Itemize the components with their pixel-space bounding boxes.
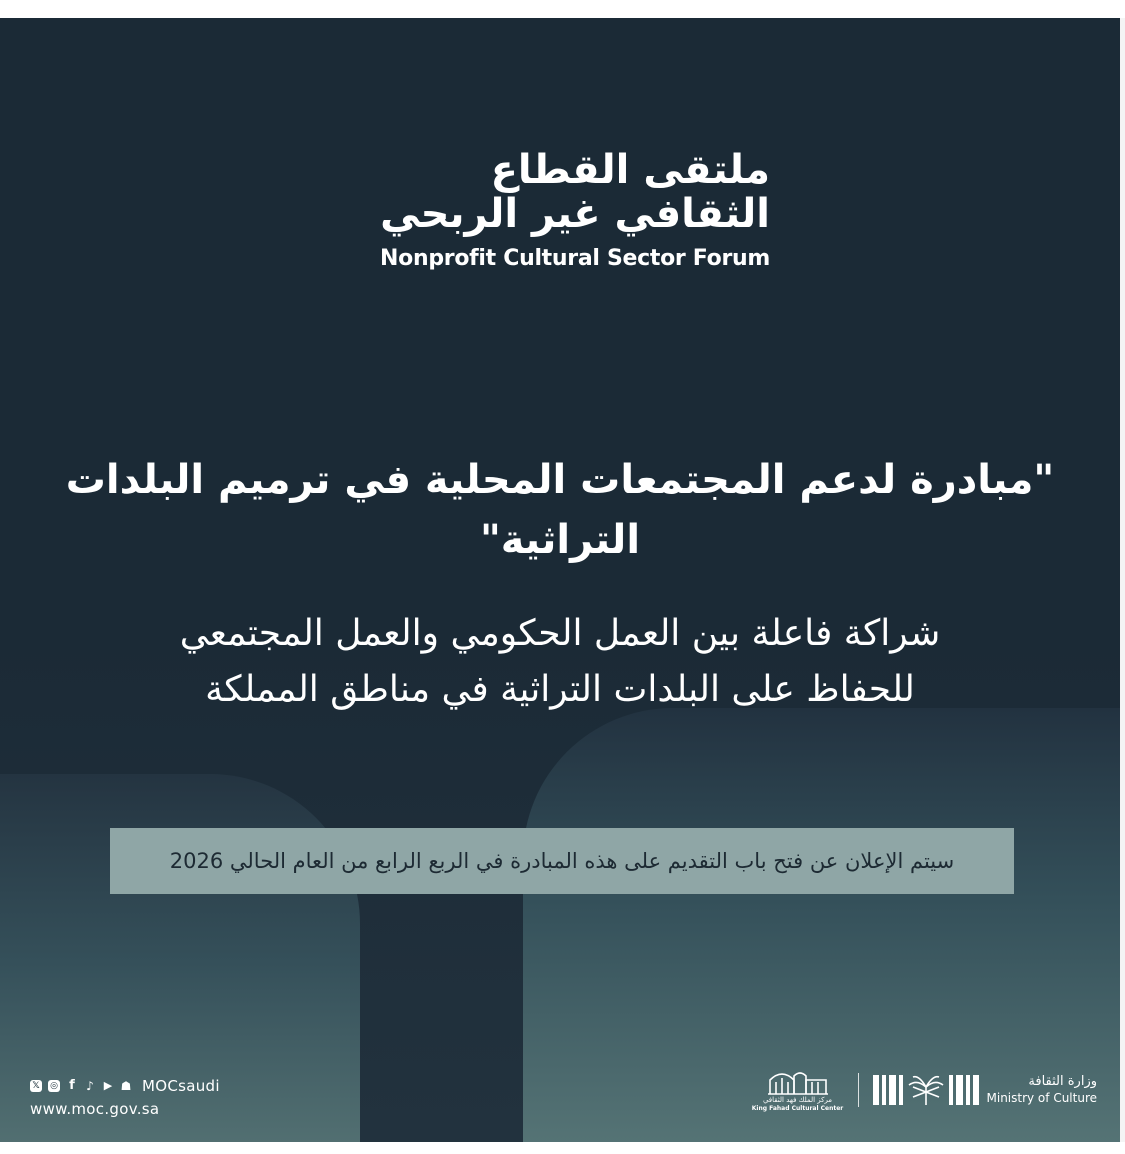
youtube-icon[interactable]: ▶ bbox=[103, 1079, 113, 1092]
moc-english-name: Ministry of Culture bbox=[986, 1090, 1097, 1105]
kfcc-english-name: King Fahad Cultural Center bbox=[751, 1105, 844, 1112]
announcement-notice-bar bbox=[110, 828, 1014, 894]
announcement-poster bbox=[0, 18, 1125, 1142]
moc-arabic-name: وزارة الثقافة bbox=[1028, 1073, 1097, 1089]
tiktok-icon[interactable]: ♪ bbox=[86, 1079, 94, 1093]
x-icon[interactable]: 𝕏 bbox=[30, 1080, 42, 1092]
kfcc-arabic-name: مركز الملك فهد الثقافي bbox=[762, 1096, 833, 1104]
moc-name bbox=[987, 1074, 1098, 1106]
kfcc-logo bbox=[752, 1066, 844, 1113]
social-handle[interactable]: MOCsaudi bbox=[142, 1077, 220, 1095]
facebook-icon[interactable]: f bbox=[69, 1078, 75, 1093]
forum-logo bbox=[330, 148, 770, 274]
initiative-subheadline bbox=[110, 606, 1010, 718]
logo-divider bbox=[858, 1073, 859, 1107]
notice-text: سيتم الإعلان عن فتح باب التقديم على هذه المبادرة في الربع الرابع من العام الحالي 2026 bbox=[169, 849, 955, 873]
logo-arabic-line1: ملتقى القطاع bbox=[490, 147, 770, 193]
moc-emblem-icon bbox=[873, 1073, 979, 1107]
logo-arabic-line2: الثقافي غير الربحي bbox=[380, 191, 770, 237]
ministry-of-culture-logo bbox=[873, 1073, 1098, 1107]
logo-english-name: Nonprofit Cultural Sector Forum bbox=[380, 246, 770, 271]
snapchat-icon[interactable]: ☗ bbox=[120, 1079, 132, 1093]
subheadline-line2: للحفاظ على البلدات التراثية في مناطق المملكة bbox=[205, 669, 915, 710]
kfcc-building-icon bbox=[766, 1066, 830, 1096]
subheadline-line1: شراكة فاعلة بين العمل الحكومي والعمل المجتمعي bbox=[179, 613, 941, 654]
social-links bbox=[30, 1076, 220, 1096]
instagram-icon[interactable]: ◎ bbox=[48, 1080, 60, 1092]
initiative-headline: "مبادرة لدعم المجتمعات المحلية في ترميم البلدات التراثية" bbox=[65, 457, 1055, 563]
partner-logos bbox=[752, 1066, 1098, 1113]
frame-edge bbox=[1120, 18, 1125, 1142]
website-link[interactable]: www.moc.gov.sa bbox=[30, 1100, 160, 1118]
social-footer bbox=[30, 1076, 220, 1118]
